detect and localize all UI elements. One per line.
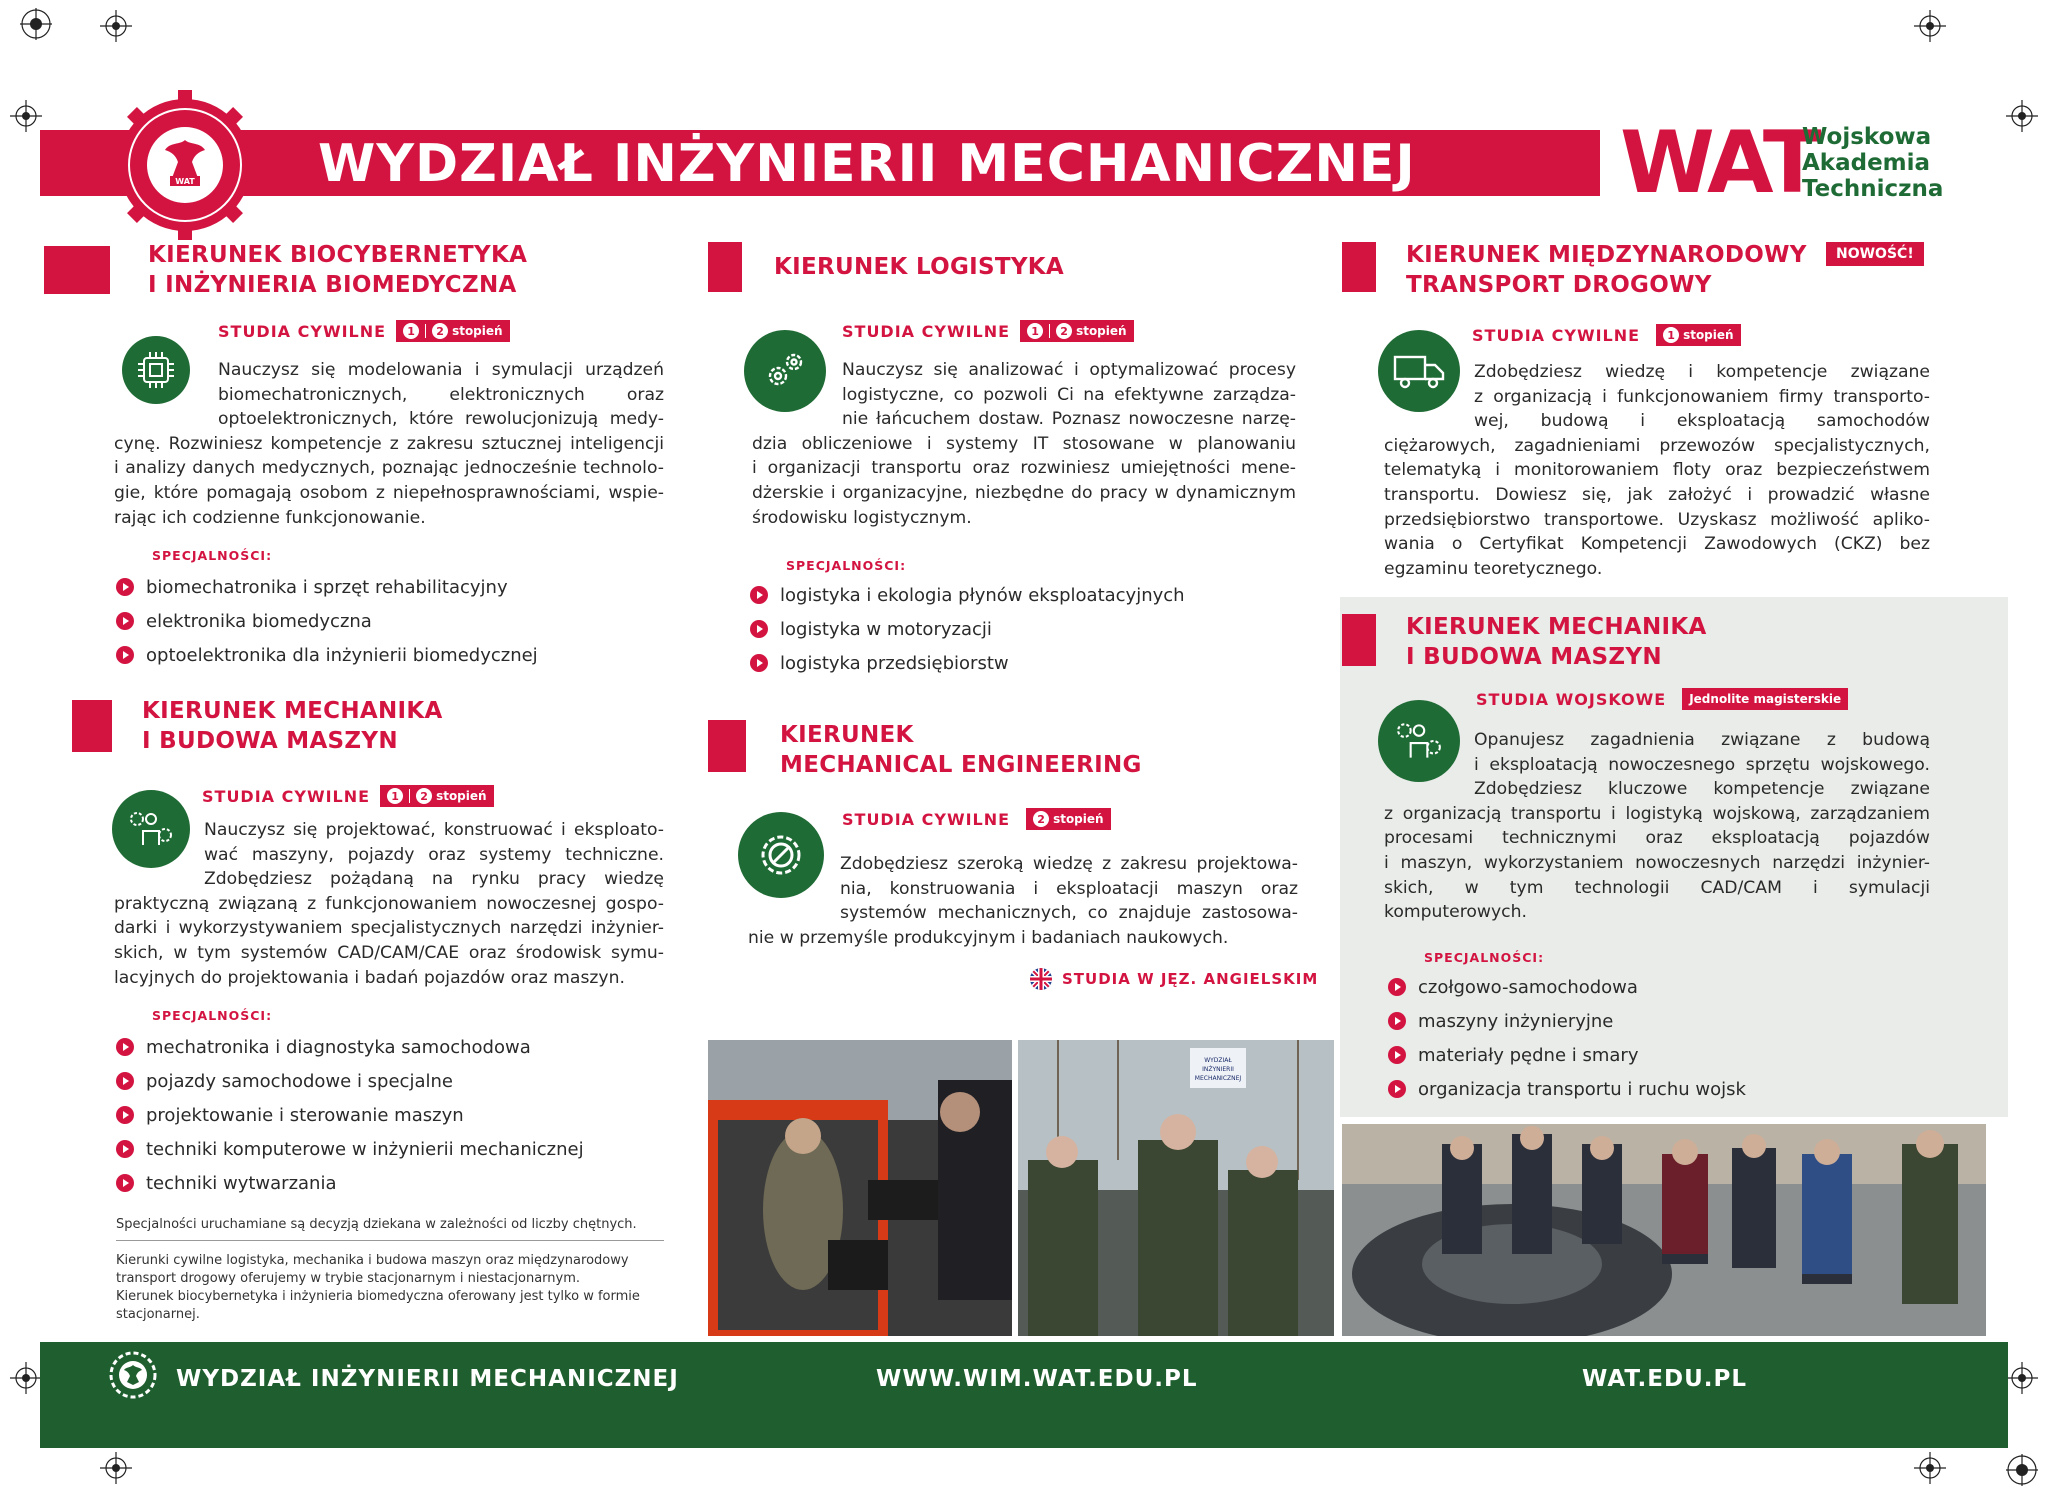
- list-item: materiały pędne i smary: [1388, 1038, 1746, 1072]
- registration-mark: [1912, 1450, 1948, 1486]
- wat-logo: WAT: [1620, 113, 1818, 213]
- bullet-icon: [750, 620, 768, 638]
- registration-mark: [98, 1450, 134, 1486]
- registration-mark: [1912, 8, 1948, 44]
- list-item: optoelektronika dla inżynierii biomedycznej: [116, 638, 538, 672]
- studia-label: STUDIA CYWILNE: [202, 786, 371, 806]
- page-title: WYDZIAŁ INŻYNIERII MECHANICZNEJ: [318, 134, 1416, 194]
- photo-medical-robot: [708, 1040, 1012, 1336]
- new-badge: NOWOŚĆ!: [1826, 242, 1924, 266]
- faculty-crest-logo: [110, 90, 260, 240]
- bullet-icon: [116, 646, 134, 664]
- section-title-transport: KIERUNEK MIĘDZYNARODOWY TRANSPORT DROGOWY: [1406, 242, 1807, 298]
- registration-mark: [2004, 1452, 2040, 1488]
- section-marker: [1342, 242, 1376, 292]
- section-marker: [708, 720, 746, 772]
- registration-mark: [8, 98, 44, 134]
- list-item: mechatronika i diagnostyka samochodowa: [116, 1030, 584, 1064]
- studia-label: STUDIA CYWILNE: [1472, 325, 1641, 345]
- bullet-icon: [1388, 1080, 1406, 1098]
- studia-row-logistyka: [842, 320, 1134, 342]
- studia-label: STUDIA CYWILNE: [842, 321, 1011, 341]
- spec-heading: SPECJALNOŚCI:: [152, 1008, 273, 1023]
- bullet-icon: [1388, 978, 1406, 996]
- list-item: maszyny inżynieryjne: [1388, 1004, 1746, 1038]
- list-item: projektowanie i sterowanie maszyn: [116, 1098, 584, 1132]
- studia-label: STUDIA CYWILNE: [842, 809, 1011, 829]
- section-title-logistyka: KIERUNEK LOGISTYKA: [774, 254, 1065, 280]
- divider: [116, 1240, 664, 1241]
- section-marker: [708, 242, 742, 292]
- degree-badge: 2 stopień: [1026, 808, 1111, 830]
- list-item: elektronika biomedyczna: [116, 604, 538, 638]
- registration-mark: [18, 6, 54, 42]
- footer-wat-url[interactable]: WAT.EDU.PL: [1582, 1366, 1748, 1392]
- bullet-icon: [1388, 1046, 1406, 1064]
- list-item: biomechatronika i sprzęt rehabilitacyjny: [116, 570, 538, 604]
- studia-row-mech-mil: [1476, 688, 1848, 710]
- spec-list-bio: [116, 570, 538, 672]
- list-item: logistyka przedsiębiorstw: [750, 646, 1185, 680]
- spec-heading: SPECJALNOŚCI:: [786, 558, 907, 573]
- studia-row-transport: [1472, 324, 1741, 346]
- svg-text:INŻYNIERII: INŻYNIERII: [1202, 1066, 1234, 1073]
- section-text-bio: Nauczysz się modelowania i symulacji urządzeń biomechatronicznych, elektronicznych oraz optoelektronicznych, które rewolucjonizują medy- cynę. Rozwiniesz kompetencje z zakresu sztucznej inteligencji i analizy danych medycznych, poznając jednocześnie technolo- gie, które pomagają osobom z niepełnosprawnościami, wspie- rając ich codzienne funkcjonowanie.: [114, 360, 664, 528]
- section-marker: [1342, 614, 1376, 666]
- registration-mark: [2004, 1360, 2040, 1396]
- spec-heading: SPECJALNOŚCI:: [152, 548, 273, 563]
- degree-badge: Jednolite magisterskie: [1682, 688, 1848, 710]
- section-text-transport: Zdobędziesz wiedzę i kompetencje związane z organizacją i funkcjonowaniem firmy transporto- wej, budową i eksploatacją samochodów ciężarowych, zagadnieniami przewozów specjalistycznych, telematyką i monitorowaniem floty oraz bezpieczeństwem transportu. Dowiesz się, jak założyć i prowadzić własne przedsiębiorstwo transportowe. Uzyskasz możliwość apliko- wania o Certyfikat Kompetencji Zawodowych (CKZ) bez egzaminu teoretycznego.: [1384, 362, 1930, 579]
- bullet-icon: [116, 1106, 134, 1124]
- spec-list-mech-mil: [1388, 970, 1746, 1106]
- bullet-icon: [116, 1038, 134, 1056]
- section-title-mech-mil: KIERUNEK MECHANIKA I BUDOWA MASZYN: [1406, 614, 1707, 670]
- section-marker: [44, 246, 110, 294]
- spec-list-mech-civil: [116, 1030, 584, 1200]
- svg-text:WYDZIAŁ: WYDZIAŁ: [1204, 1057, 1232, 1064]
- bullet-icon: [1388, 1012, 1406, 1030]
- registration-mark: [98, 8, 134, 44]
- studia-row-mech-eng: [842, 808, 1111, 830]
- list-item: techniki wytwarzania: [116, 1166, 584, 1200]
- english-note: STUDIA W JĘZ. ANGIELSKIM: [1030, 968, 1318, 990]
- studia-label: STUDIA CYWILNE: [218, 321, 387, 341]
- studia-label: STUDIA WOJSKOWE: [1476, 689, 1667, 709]
- registration-mark: [8, 1360, 44, 1396]
- spec-heading: SPECJALNOŚCI:: [1424, 950, 1545, 965]
- list-item: organizacja transportu i ruchu wojsk: [1388, 1072, 1746, 1106]
- section-text-logistyka: Nauczysz się analizować i optymalizować procesy logistyczne, co pozwoli Ci na efektywne zarządza- nie łańcuchem dostaw. Poznasz nowoczesne narzę- dzia obliczeniowe i systemy IT stosowane w planowaniu i organizacji transportu oraz rozwiniesz umiejętności mene- dżerskie i organizacyjne, niezbędne do pracy w dynamicznym środowisku logistycznym.: [752, 360, 1296, 528]
- note-modes: Kierunki cywilne logistyka, mechanika i budowa maszyn oraz międzynarodowy transport drogowy oferujemy w trybie stacjonarnym i niestacjonarnym. Kierunek biocybernetyka i inżynieria biomedyczna oferowany jest tylko w formie stacjonarnej.: [116, 1253, 640, 1322]
- footer-faculty-url[interactable]: WWW.WIM.WAT.EDU.PL: [876, 1366, 1198, 1392]
- photo-workshop: [1342, 1124, 1986, 1336]
- bullet-icon: [116, 612, 134, 630]
- degree-badge: 1 2 stopień: [396, 320, 510, 342]
- footer-faculty-name: WYDZIAŁ INŻYNIERII MECHANICZNEJ: [176, 1366, 679, 1392]
- note-specialties: Specjalności uruchamiane są decyzją dziekana w zależności od liczby chętnych.: [116, 1217, 637, 1232]
- bullet-icon: [116, 1140, 134, 1158]
- list-item: techniki komputerowe w inżynierii mechanicznej: [116, 1132, 584, 1166]
- bullet-icon: [750, 586, 768, 604]
- registration-mark: [2004, 98, 2040, 134]
- svg-text:MECHANICZNEJ: MECHANICZNEJ: [1194, 1075, 1242, 1082]
- section-text-mech-civil: Nauczysz się projektować, konstruować i eksploato- wać maszyny, pojazdy oraz systemy techniczne. Zdobędziesz pożądaną na rynku pracy wiedzę praktyczną związaną z funkcjonowaniem nowoczesnej gospo- darki i wykorzystywaniem specjalistycznych narzędzi inżynier- skich, w tym systemów CAD/CAM/CAE oraz środowisk symu- lacyjnych do projektowania i badań pojazdów oraz maszyn.: [114, 820, 664, 988]
- degree-badge: 1 2 stopień: [380, 785, 494, 807]
- studia-row-mech-civil: [202, 785, 494, 807]
- list-item: logistyka i ekologia płynów eksploatacyjnych: [750, 578, 1185, 612]
- bullet-icon: [116, 578, 134, 596]
- list-item: pojazdy samochodowe i specjalne: [116, 1064, 584, 1098]
- degree-badge: 1 2 stopień: [1020, 320, 1134, 342]
- list-item: logistyka w motoryzacji: [750, 612, 1185, 646]
- footer-bar: [40, 1342, 2008, 1448]
- svg-text:WAT: WAT: [175, 177, 195, 186]
- list-item: czołgowo-samochodowa: [1388, 970, 1746, 1004]
- section-marker: [72, 700, 112, 752]
- footer-crest-icon: [108, 1350, 158, 1400]
- section-title-bio: KIERUNEK BIOCYBERNETYKA I INŻYNIERIA BIOMEDYCZNA: [148, 242, 528, 298]
- section-text-mech-eng: Zdobędziesz szeroką wiedzę z zakresu projektowa- nia, konstruowania i eksploatacji maszyn oraz systemów mechanicznych, co znajduje zastosowa- nie w przemyśle produkcyjnym i badaniach naukowych.: [748, 854, 1298, 948]
- uk-flag-icon: [1030, 968, 1052, 990]
- degree-badge: 1 stopień: [1656, 324, 1741, 346]
- studia-row-bio: [218, 320, 510, 342]
- bullet-icon: [750, 654, 768, 672]
- photo-students-march: [1018, 1040, 1334, 1336]
- section-title-mech-civil: KIERUNEK MECHANIKA I BUDOWA MASZYN: [142, 698, 443, 754]
- section-title-mech-eng: KIERUNEK MECHANICAL ENGINEERING: [780, 722, 1142, 778]
- section-text-mech-mil: Opanujesz zagadnienia związane z budową i eksploatacją nowoczesnego sprzętu wojskowego. Zdobędziesz kluczowe kompetencje związane z organizacją transportu i logistyką wojskową, zarządzaniem procesami technicznymi oraz eksploatacją pojazdów i maszyn, wykorzystaniem nowoczesnych narzędzi inżynier- skich, w tym technologii CAD/CAM i symulacji komputerowych.: [1384, 730, 1930, 923]
- bullet-icon: [116, 1174, 134, 1192]
- wat-name: Wojskowa Akademia Techniczna: [1802, 124, 1944, 202]
- bullet-icon: [116, 1072, 134, 1090]
- spec-list-logistyka: [750, 578, 1185, 680]
